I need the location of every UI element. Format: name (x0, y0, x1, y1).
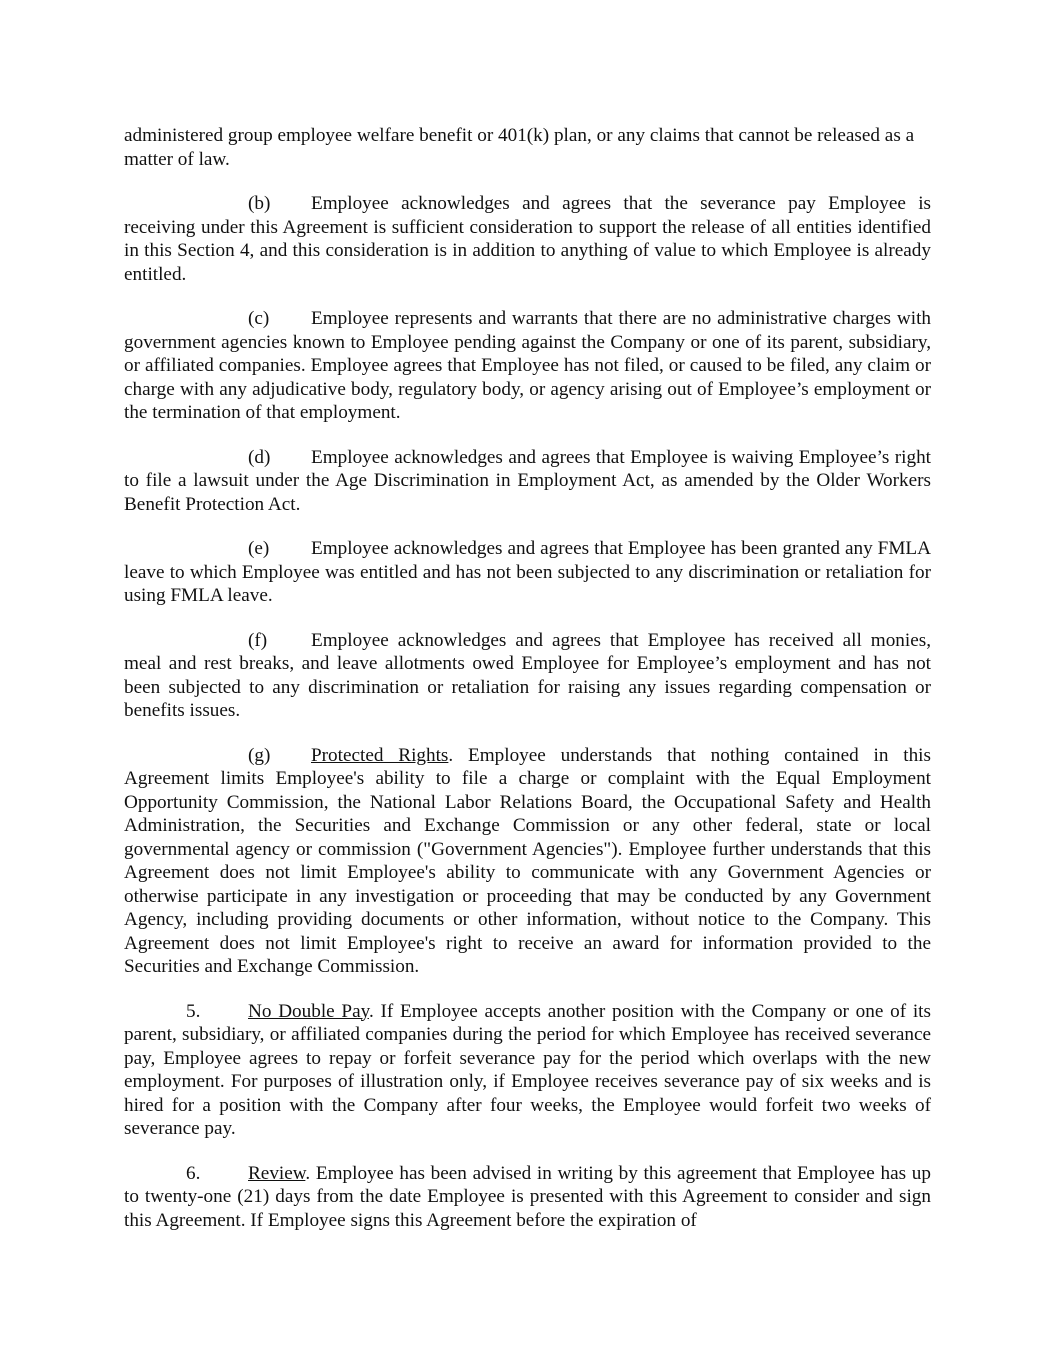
paragraph-d-text: Employee acknowledges and agrees that Employee is waiving Employee’s right to file a lawsuit under the Age Discrimination in Employment Act, as amended by the Older Workers Benefit Protection Act. (124, 446, 931, 515)
paragraph-intro-text: administered group employee welfare benefit or 401(k) plan, or any claims that cannot be released as a matter of law. (124, 125, 915, 170)
section-5 (124, 1000, 931, 1141)
paragraph-g (124, 744, 931, 979)
paragraph-d (124, 446, 931, 517)
section-5-heading: No Double Pay (248, 1000, 369, 1022)
section-6-heading-suffix: . (305, 1162, 311, 1184)
paragraph-intro (124, 124, 931, 171)
section-6 (124, 1162, 931, 1233)
paragraph-f-text: Employee acknowledges and agrees that Employee has received all monies, meal and rest breaks, and leave allotments owed Employee for Employee’s employment and has not been subjected to any discrimination or retaliation for raising any issues regarding compensation or benefits issues. (124, 629, 931, 721)
paragraph-b (124, 192, 931, 286)
section-5-marker: 5. (186, 1000, 201, 1022)
paragraph-g-heading-suffix: . (448, 744, 454, 766)
paragraph-d-marker: (d) (248, 446, 271, 468)
paragraph-e (124, 537, 931, 608)
paragraph-g-heading: Protected Rights (311, 744, 449, 766)
section-5-text: If Employee accepts another position with the Company or one of its parent, subsidiary, or affiliated companies during the period for which Employee has received severance pay, Employee agrees to repay or forfeit severance pay for the period which overlaps with the new employment. For purposes of illustration only, if Employee receives severance pay of six weeks and is hired for a position with the Company after four weeks, the Employee would forfeit two weeks of severance pay. (124, 1000, 931, 1139)
paragraph-g-text: Employee understands that nothing contained in this Agreement limits Employee's ability to file a charge or complaint with the Equal Employment Opportunity Commission, the National Labor Relations Board, the Occupational Safety and Health Administration, the Securities and Exchange Commission or any other federal, state or local governmental agency or commission ("Government Agencies"). Employee further understands that this Agreement does not limit Employee's ability to communicate with any Government Agencies or otherwise participate in any investigation or proceeding that may be conducted by any Government Agency, including providing documents or other information, without notice to the Company. This Agreement does not limit Employee's right to receive an award for information provided to the Securities and Exchange Commission. (124, 744, 931, 977)
section-6-heading: Review (248, 1162, 306, 1184)
paragraph-e-marker: (e) (248, 538, 270, 559)
paragraph-b-text: Employee acknowledges and agrees that the severance pay Employee is receiving under this Agreement is sufficient consideration to support the release of all entities identified in this Section 4, and this consideration is in addition to anything of value to which Employee is already entitled. (124, 193, 931, 285)
paragraph-f (124, 629, 931, 723)
section-5-heading-suffix: . (368, 1000, 374, 1022)
paragraph-c (124, 307, 931, 425)
paragraph-b-marker: (b) (248, 193, 271, 214)
section-6-marker: 6. (186, 1162, 201, 1184)
document-page (124, 124, 931, 1253)
section-6-text: Employee has been advised in writing by this agreement that Employee has up to twenty-one (21) days from the date Employee is presented with this Agreement to consider and sign this Agreement. If Employee signs this Agreement before the expiration of (124, 1162, 931, 1231)
paragraph-c-marker: (c) (248, 308, 270, 329)
paragraph-c-text: Employee represents and warrants that there are no administrative charges with government agencies known to Employee pending against the Company or one of its parent, subsidiary, or affiliated companies. Employee agrees that Employee has not filed, or caused to be filed, any claim or charge with any adjudicative body, regulatory body, or agency arising out of Employee’s employment or the termination of that employment. (124, 308, 931, 423)
paragraph-g-marker: (g) (248, 744, 271, 766)
paragraph-f-marker: (f) (248, 629, 268, 651)
paragraph-e-text: Employee acknowledges and agrees that Employee has been granted any FMLA leave to which Employee was entitled and has not been subjected to any discrimination or retaliation for using FMLA leave. (124, 538, 931, 606)
